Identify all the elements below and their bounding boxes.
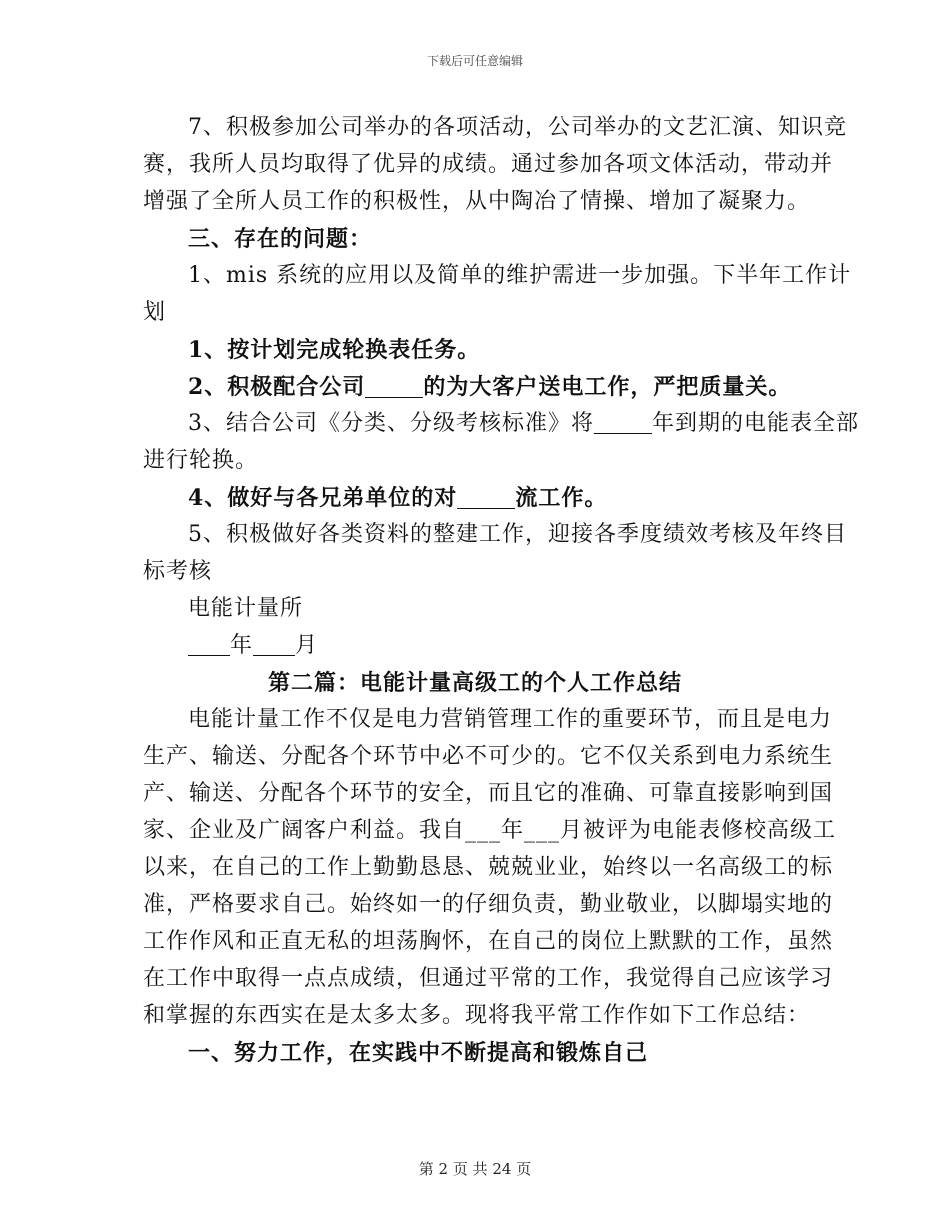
- list-item: [188, 483, 828, 513]
- paragraph-line: 以来，在自己的工作上勤勤恳恳、兢兢业业，始终以一名高级工的标: [143, 855, 834, 880]
- signature-org: 电能计量所: [188, 596, 304, 621]
- section-heading: 三、存在的问题：: [188, 226, 373, 252]
- text-segment: 流工作。: [515, 485, 608, 511]
- paragraph-line: 1、mis 系统的应用以及简单的维护需进一步加强。下半年工作计: [188, 263, 852, 288]
- paragraph-line: 标考核: [143, 559, 213, 584]
- paragraph-line: 7、积极参加公司举办的各项活动，公司举办的文艺汇演、知识竞: [188, 115, 847, 140]
- page-header: 下载后可任意编辑: [426, 54, 523, 68]
- fill-blank: [253, 633, 295, 656]
- paragraph-line: 进行轮换。: [143, 448, 259, 473]
- list-item: [188, 409, 860, 439]
- paragraph-line: 准，严格要求自己。始终如一的仔细负责，勤业敬业，以脚塌实地的: [143, 892, 834, 917]
- text-segment: 月: [295, 633, 319, 658]
- paragraph-line: 在工作中取得一点点成绩，但通过平常的工作，我觉得自己应该学习: [143, 966, 834, 991]
- fill-blank: [457, 486, 515, 509]
- paragraph-line: 增强了全所人员工作的积极性，从中陶冶了情操、增加了凝聚力。: [143, 189, 811, 214]
- paragraph-line: 电能计量工作不仅是电力营销管理工作的重要环节，而且是电力: [188, 707, 833, 732]
- list-item: 5、积极做好各类资料的整建工作，迎接各季度绩效考核及年终目: [188, 522, 847, 547]
- signature-date: [188, 631, 828, 661]
- text-segment: 年: [230, 633, 254, 658]
- text-segment: 4、做好与各兄弟单位的对: [188, 485, 458, 511]
- text-segment: 2、积极配合公司: [188, 374, 366, 400]
- page-number: 第 2 页 共 24 页: [418, 1160, 532, 1178]
- list-item: [188, 372, 828, 402]
- fill-blank: [188, 633, 230, 656]
- list-item: 1、按计划完成轮换表任务。: [188, 337, 481, 363]
- paragraph-line: 生产、输送、分配各个环节中必不可少的。它不仅关系到电力系统生: [143, 744, 834, 769]
- text-segment: 的为大客户送电工作，严把质量关。: [423, 374, 792, 400]
- text-segment: 3、结合公司《分类、分级考核标准》将: [188, 411, 594, 436]
- paragraph-line: 产、输送、分配各个环节的安全，而且它的准确、可靠直接影响到国: [143, 781, 834, 806]
- paragraph-line: 和掌握的东西实在是太多太多。现将我平常工作作如下工作总结：: [143, 1003, 811, 1028]
- paragraph-line: 家、企业及广阔客户利益。我自___年___月被评为电能表修校高级工: [143, 818, 837, 843]
- fill-blank: [594, 411, 652, 434]
- article-title: 第二篇：电能计量高级工的个人工作总结: [267, 670, 682, 696]
- paragraph-line: 赛，我所人员均取得了优异的成绩。通过参加各项文体活动，带动并: [143, 152, 834, 177]
- paragraph-line: 工作作风和正直无私的坦荡胸怀，在自己的岗位上默默的工作，虽然: [143, 929, 834, 954]
- paragraph-line: 划: [143, 300, 167, 325]
- section-heading: 一、努力工作，在实践中不断提高和锻炼自己: [188, 1040, 649, 1066]
- text-segment: 年到期的电能表全部: [652, 411, 860, 436]
- fill-blank: [365, 375, 423, 398]
